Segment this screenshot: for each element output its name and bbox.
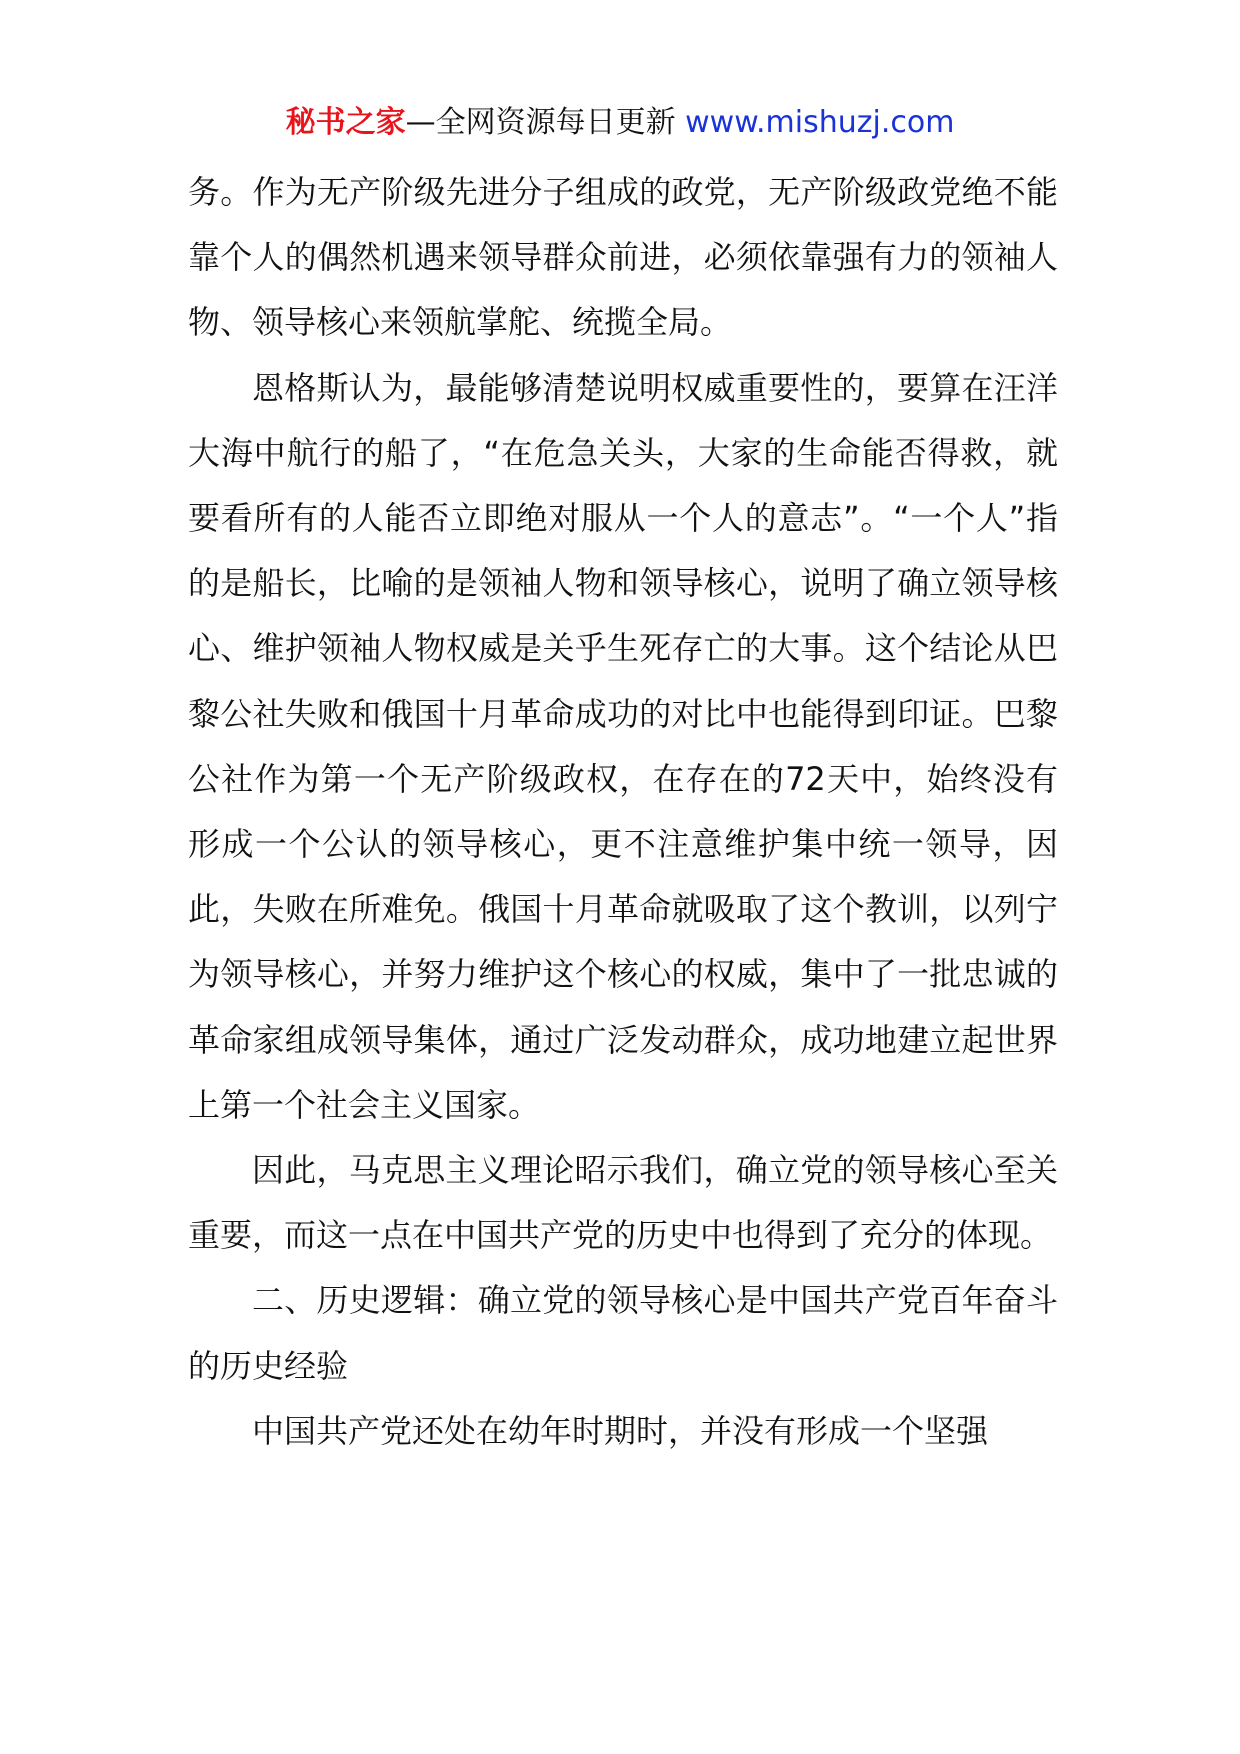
site-tagline: —全网资源每日更新 <box>405 105 686 140</box>
site-brand: 秘书之家 <box>285 105 406 140</box>
section-heading: 二、历史逻辑：确立党的领导核心是中国共产党百年奋斗的历史经验 <box>188 1281 1058 1385</box>
paragraph-conclusion: 因此，马克思主义理论昭示我们，确立党的领导核心至关重要，而这一点在中国共产党的历史中也得到了充分的体现。 <box>188 1151 1058 1255</box>
paragraph-engels: 恩格斯认为，最能够清楚说明权威重要性的，要算在汪洋大海中航行的船了，“在危急关头，大家的生命能否得救，就要看所有的人能否立即绝对服从一个人的意志”。“一个人”指的是船长，比喻的是领袖人物和领导核心，说明了确立领导核心、维护领袖人物权威是关乎生死存亡的大事。这个结论从巴黎公社失败和俄国十月革命成功的对比中也能得到印证。巴黎公社作为第一个无产阶级政权，在存在的72天中，始终没有形成一个公认的领导核心，更不注意维护集中统一领导，因此，失败在所难免。俄国十月革命就吸取了这个教训，以列宁为领导核心，并努力维护这个核心的权威，集中了一批忠诚的革命家组成领导集体，通过广泛发动群众，成功地建立起世界上第一个社会主义国家。 <box>188 368 1058 1124</box>
site-url-link[interactable]: www.mishuzj.com <box>685 105 955 140</box>
document-body <box>188 160 1058 1464</box>
page-header <box>0 103 1240 143</box>
paragraph-history: 中国共产党还处在幼年时期时，并没有形成一个坚强 <box>252 1411 989 1450</box>
paragraph-continuation: 务。作为无产阶级先进分子组成的政党，无产阶级政党绝不能靠个人的偶然机遇来领导群众前进，必须依靠强有力的领袖人物、领导核心来领航掌舵、统揽全局。 <box>188 173 1058 342</box>
